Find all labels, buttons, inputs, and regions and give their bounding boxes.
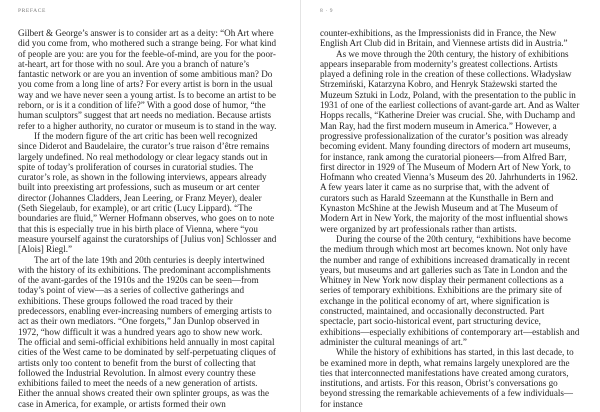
left-page-text — [18, 28, 278, 409]
right-page-text — [320, 28, 580, 409]
paragraph: The art of the late 19th and 20th centuries is deeply intertwined with the history of its exhibitions. The predominant accomplishments of the avant-gardes of the 1910s and the 1920s can be seen—from today’s point of view—as a series of collective gatherings and exhibitions. These groups followed the road traced by their predecessors, enabling ever-increasing numbers of emerging artists to act as their own mediators. “One forgets,” Jan Dunlop observed in 1972, “how difficult it was a hundred years ago to show new work. The official and semi-official exhibitions held annually in most capital cities of the West came to be dominated by self-perpetuating cliques of artists only too content to benefit from the burst of collecting that followed the Industrial Revolution. In almost every country these exhibitions failed to meet the needs of a new generation of artists. Either the annual shows created their own splinter groups, as was the case in America, for example, or artists formed their own — [18, 254, 276, 409]
paragraph: counter-exhibitions, as the Impressionists did in France, the New English Art Club did in Britain, and Viennese artists did in Austria.” — [320, 28, 568, 49]
page-numbers: 8 · 9 — [320, 8, 334, 14]
running-head-left: PREFACE — [18, 8, 46, 14]
paragraph: During the course of the 20th century, “exhibitions have become the medium through which most art becomes known. Not only have the number and range of exhibitions increased dramatically in recent years, but museums and art galleries such as Tate in London and the Whitney in New York now display their permanent collections as a series of temporary exhibitions. Exhibitions are the primary site of exchange in the political economy of art, where signification is constructed, maintained, and occasionally deconstructed. Part spectacle, part socio-historical event, part structuring device, exhibitions—especially exhibitions of contemporary art—establish and administer the cultural meanings of art.” — [320, 233, 580, 347]
paragraph: If the modern figure of the art critic has been well recognized since Diderot and Baudelaire, the curator’s true raison d’être remains largely undefined. No real methodology or clear legacy stands out in spite of today’s proliferation of courses in curatorial studies. The curator’s role, as shown in the following interviews, appears already built into preexisting art professions, such as museum or art center director (Johannes Cladders, Jean Leering, or Franz Meyer), dealer (Seth Siegelaub, for example), or art critic (Lucy Lippard). “The boundaries are fluid,” Werner Hofmann observes, who goes on to note that this is especially true in his birth place of Vienna, where “you measure yourself against the curatorships of [Julius von] Schlosser and [Alois] Riegl.” — [18, 130, 277, 255]
paragraph: Gilbert & George’s answer is to consider art as a deity: “Oh Art where did you come from, who mothered such a strange being. For what kind of people are you: are you for the feeble-of-mind, are you for the poor-at-heart, art for those with no soul. Are you a branch of nature’s fantastic network or are you an invention of some ambitious man? Do you come from a long line of arts? For every artist is born in the usual way and we have never seen a young artist. Is to become an artist to be reborn, or is it a condition of life?” With a good dose of humor, “the human sculptors” suggest that art needs no mediation. Because artists refer to a higher authority, no curator or museum is to stand in the way. — [18, 28, 277, 131]
paragraph: While the history of exhibitions has started, in this last decade, to be examined more in depth, what remains largely unexplored are the ties that interconnected manifestations have created among curators, institutions, and artists. For this reason, Obrist’s conversations go beyond stressing the remarkable achievements of a few individuals—for instance — [320, 347, 574, 409]
gutter-divider — [300, 0, 301, 412]
paragraph: As we move through the 20th century, the history of exhibitions appears inseparable from modernity’s greatest collections. Artists played a defining role in the creation of these collections. Władysław Strzemiński, Katarzyna Kobro, and Henryk Stażewski started the Muzeum Sztuki in Lodz, Poland, with the presentation to the public in 1931 of one of the earliest collections of avant-garde art. And as Walter Hopps recalls, “Katherine Dreier was crucial. She, with Duchamp and Man Ray, had the first modern museum in America.” However, a progressive professionalization of the curator’s position was already becoming evident. Many founding directors of modern art museums, for instance, rank among the curatorial pioneers—from Alfred Barr, first director in 1929 of The Museum of Modern Art of New York, to Hofmann who created Vienna’s Museum des 20. Jahrhunderts in 1962. A few years later it came as no surprise that, with the advent of curators such as Harald Szeemann at the Kunsthalle in Bern and Kynaston McShine at the Jewish Museum and at The Museum of Modern Art in New York, the majority of the most influential shows were organized by art professionals rather than artists. — [320, 48, 580, 234]
